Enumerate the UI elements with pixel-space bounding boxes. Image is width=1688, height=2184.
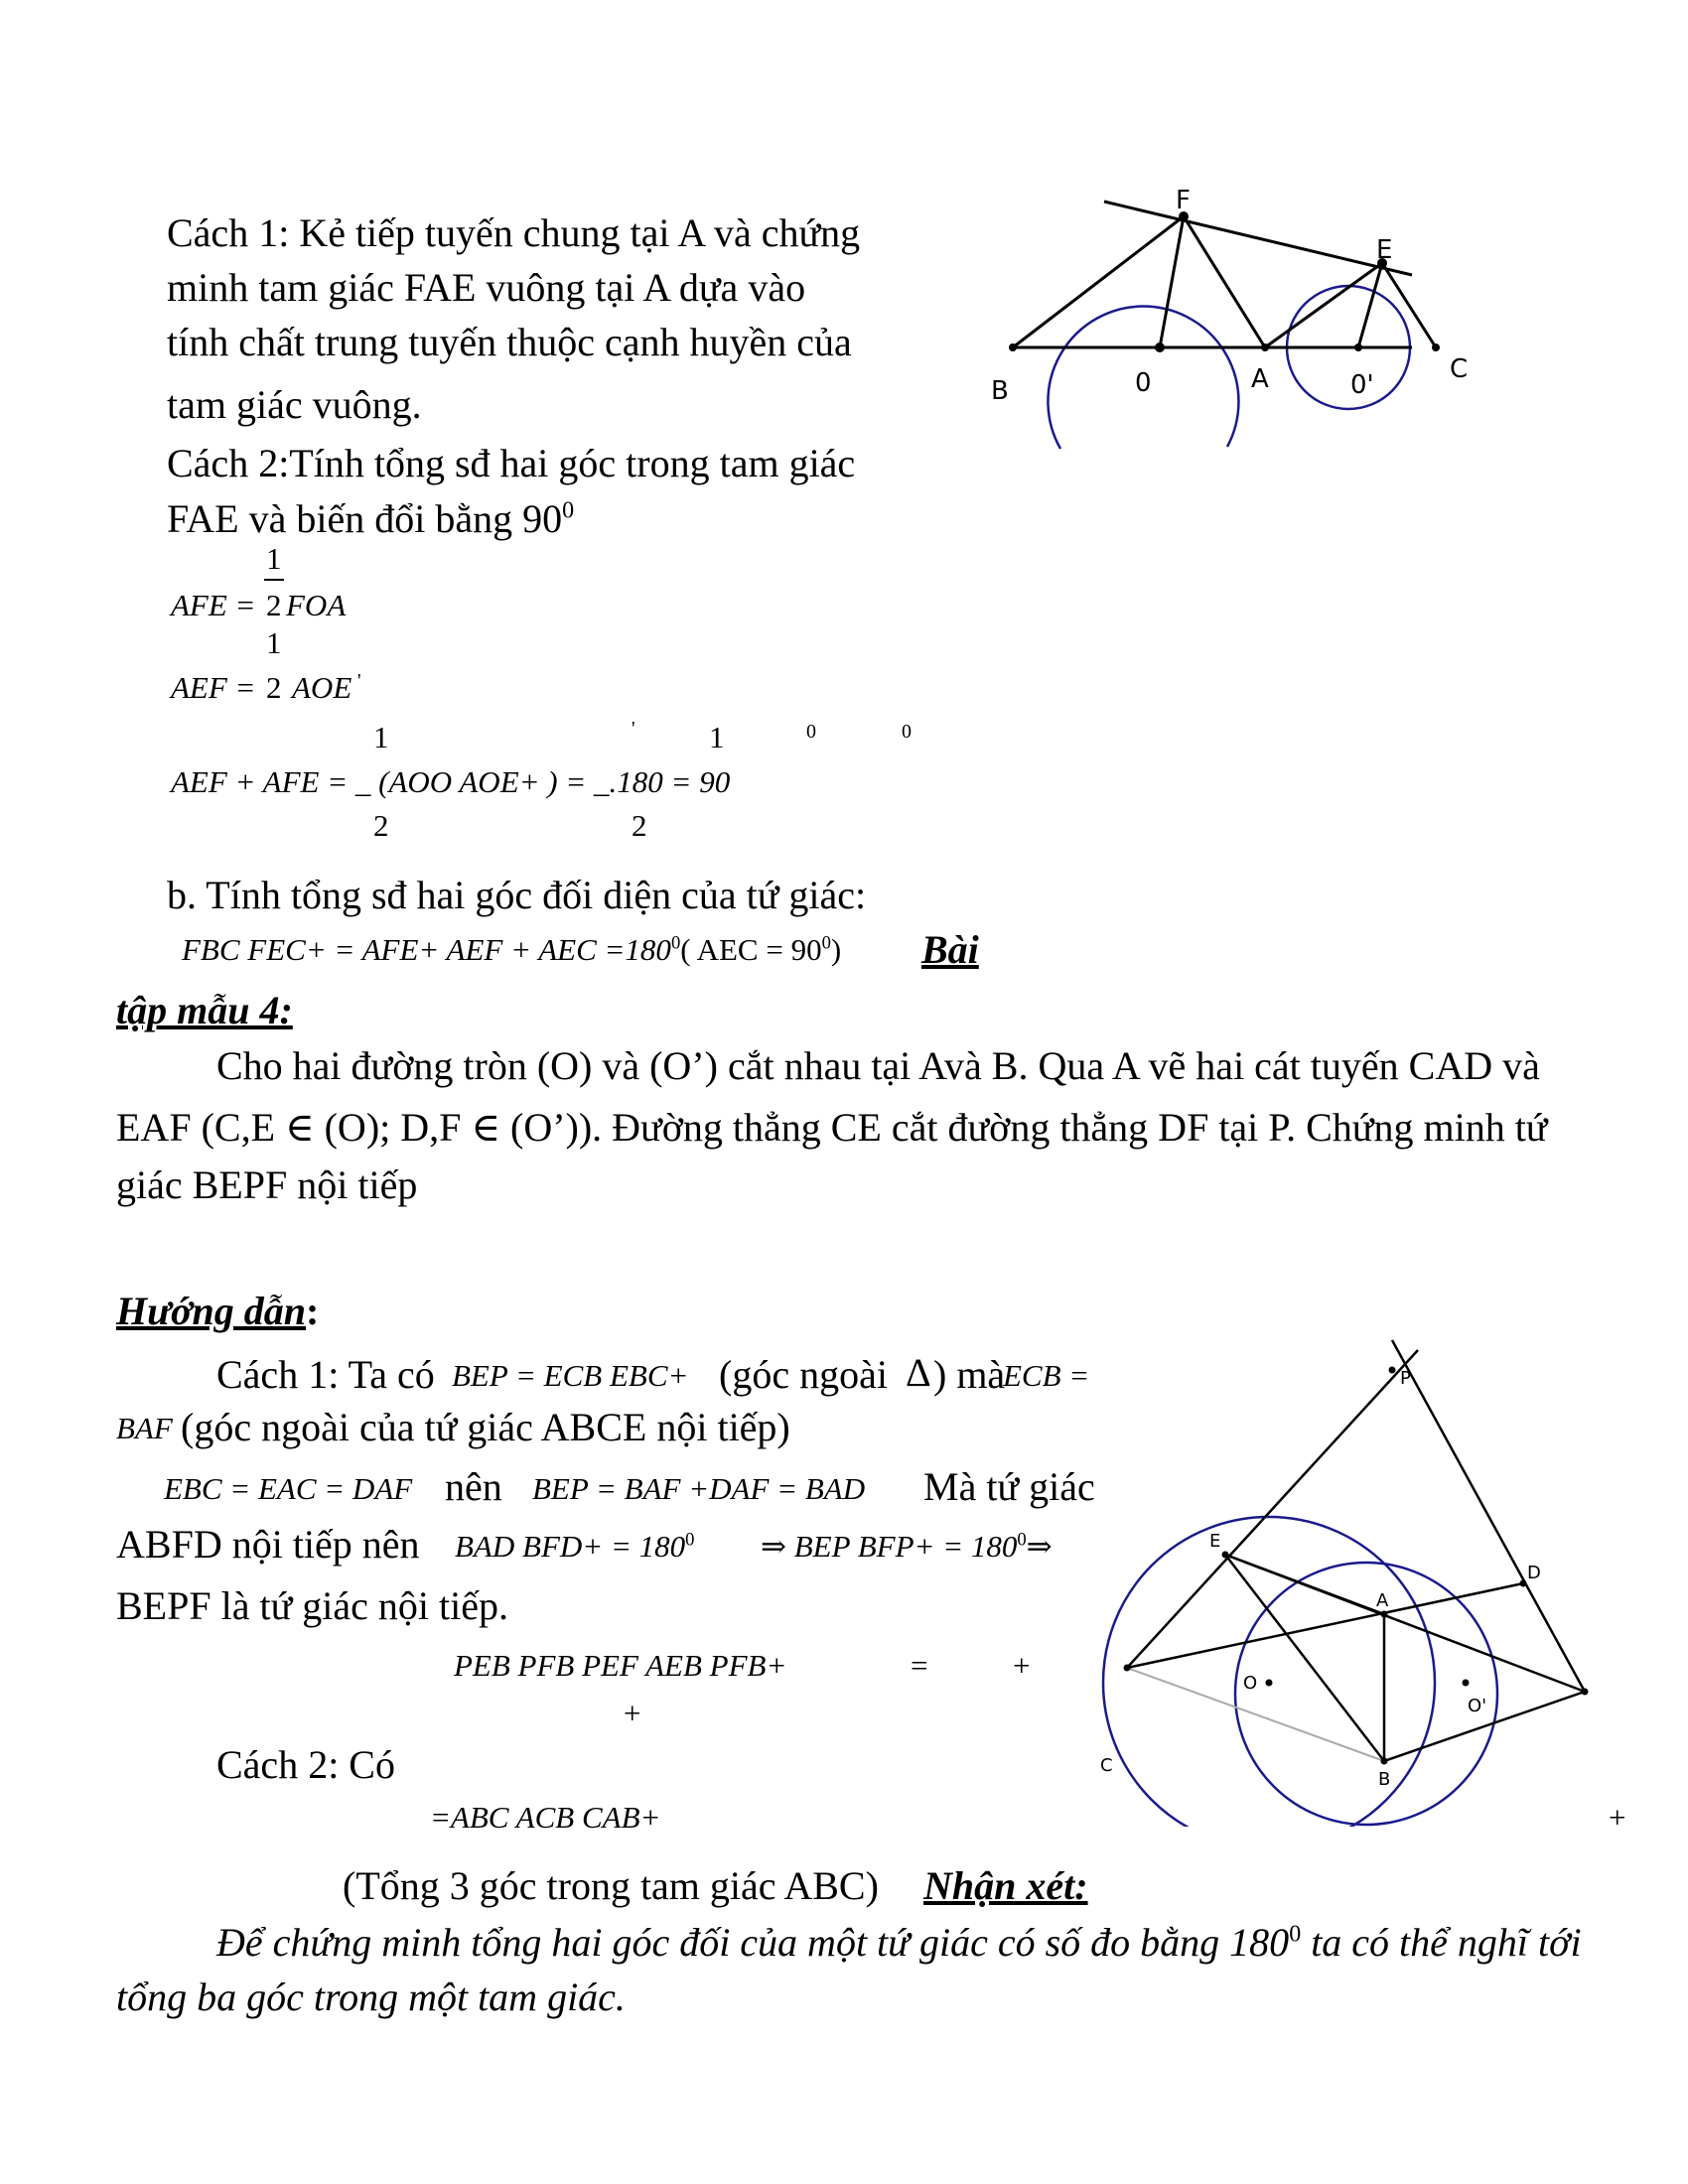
guide-c2-baf: BAF [116, 1411, 173, 1445]
guide-c1-paren: (góc ngoài [719, 1352, 888, 1397]
guide-c3-text: Mà tứ giác [923, 1464, 1095, 1509]
guide-c9-eq: =ABC ACB CAB+ [430, 1800, 661, 1835]
label-f: F [1176, 186, 1191, 215]
label-b: B [1378, 1769, 1391, 1790]
guide-c1-ecb: ECB = [1003, 1358, 1090, 1393]
label-e: E [1209, 1531, 1221, 1552]
label-o: O [1243, 1673, 1258, 1694]
guide-c5: BEPF là tứ giác nội tiếp. [116, 1583, 508, 1628]
label-e: E [1376, 235, 1393, 265]
eq2-prime: ' [357, 670, 361, 692]
part-b-line-1: b. Tính tổng sđ hai góc đối diện của tứ giác: [167, 873, 867, 917]
method1-line-3: tính chất trung tuyến thuộc cạnh huyền của [167, 320, 852, 364]
eq3-deg-1: 0 [806, 721, 816, 743]
circle-o-prime [1235, 1563, 1497, 1825]
exercise-line-2: EAF (C,E ∈ (O); D,F ∈ (O’)). Đường thẳng CE cắt đường thẳng DF tại P. Chứng minh tứ [116, 1105, 1548, 1150]
eq3-frac-num-2: 1 [709, 720, 725, 754]
eq1-frac-bar [264, 579, 284, 581]
eq3-deg-2: 0 [902, 721, 912, 743]
figure-tangent-circles [983, 179, 1479, 462]
guide-c1-ma: ) mà [933, 1352, 1006, 1397]
guide-c6-eq: PEB PFB PEF AEB PFB+ [454, 1648, 787, 1683]
note-line-1: Để chứng minh tổng hai góc đối của một tứ giác có số đo bằng $180^0$ ta có thể nghĩ tới [216, 1920, 1582, 1965]
method1-line-2: minh tam giác FAE vuông tại A dựa vào [167, 265, 806, 310]
label-a: A [1251, 364, 1269, 394]
note-line-2: tổng ba góc trong một tam giác. [116, 1975, 626, 2019]
label-a: A [1376, 1590, 1389, 1611]
eq1-rhs: FOA [286, 588, 347, 622]
guide-c3-eq1: EBC = EAC = DAF [164, 1471, 413, 1506]
label-p: P [1400, 1368, 1411, 1389]
figure2-lines [1127, 1340, 1585, 1761]
guide-c4-eq1: BAD $BFD+ = 180^0$ [455, 1529, 695, 1564]
label-c: C [1100, 1755, 1113, 1776]
guide-nhan-xet: Nhận xét: [923, 1863, 1088, 1908]
label-d: D [1527, 1563, 1541, 1583]
method2-line-2: FAE và biến đổi bằng $90^0$ [167, 496, 575, 541]
guide-c2-text: (góc ngoài của tứ giác ABCE nội tiếp) [181, 1405, 790, 1449]
guide-c6-plus: + [1013, 1648, 1031, 1683]
eq2-lhs: AEF = [171, 670, 256, 705]
exercise-line-3: giác BEPF nội tiếp [116, 1162, 418, 1207]
eq3-prime: ' [632, 718, 635, 740]
figure1-circles [1048, 286, 1410, 449]
guide-c3-nen: nên [445, 1464, 502, 1509]
label-c: C [1450, 354, 1469, 384]
eq3-main: AEF + AFE = _ (AOO AOE+ ) = _.180 = 90 [171, 764, 731, 799]
eq3-frac-den-2: 2 [632, 808, 647, 843]
triangle-symbol: Δ [906, 1350, 931, 1395]
guide-c8: Cách 2: Có [216, 1742, 395, 1787]
part-b-line-2: FBC FEC+ = AFE+ AEF + AEC $=180^0$( AEC = $90^0$) [182, 932, 842, 967]
eq1-frac-den: 2 [266, 588, 282, 622]
label-o: 0 [1135, 368, 1152, 398]
eq2-rhs: AOE [292, 670, 352, 705]
figure2-circles [1103, 1517, 1497, 1827]
figure1-lines [1013, 202, 1436, 347]
eq1-frac-num: 1 [266, 541, 282, 576]
heading-tap-mau-4: tập mẫu 4: [116, 988, 293, 1032]
label-o-prime: O' [1468, 1696, 1487, 1716]
guide-c1-eq: BEP = ECB EBC+ [452, 1358, 689, 1393]
method1-line-4: tam giác vuông. [167, 382, 422, 427]
guide-c1-text: Cách 1: Ta có [216, 1352, 435, 1397]
eq3-frac-den-1: 2 [373, 808, 389, 843]
guide-c10-text: (Tổng 3 góc trong tam giác ABC) [343, 1863, 879, 1908]
guide-heading: Hướng dẫn: [116, 1289, 320, 1333]
guide-c7-plus: + [624, 1696, 641, 1730]
guide-c4-text: ABFD nội tiếp nên [116, 1522, 420, 1567]
label-o-prime: 0' [1350, 370, 1374, 400]
figure-intersecting-circles [1092, 1330, 1609, 1827]
eq2-frac-den: 2 [266, 670, 282, 705]
eq3-frac-num-1: 1 [373, 720, 389, 754]
guide-c3-eq2: BEP = BAF +DAF = BAD [532, 1471, 866, 1506]
eq2-frac-num: 1 [266, 625, 282, 660]
guide-c4-eq2: ⇒ BEP $BFP+ = 180^0\Rightarrow$ [761, 1529, 1053, 1564]
exercise-line-1: Cho hai đường tròn (O) và (O’) cắt nhau tại Avà B. Qua A vẽ hai cát tuyến CAD và [216, 1043, 1540, 1088]
method2-line-1: Cách 2:Tính tổng sđ hai góc trong tam giác [167, 441, 856, 485]
heading-bai: Bài [921, 927, 979, 972]
figure2-points [1124, 1367, 1589, 1765]
guide-c6-equals: = [911, 1648, 928, 1683]
guide-c9-plus: + [1609, 1800, 1626, 1835]
method1-line-1: Cách 1: Kẻ tiếp tuyến chung tại A và chứng [167, 210, 861, 255]
eq1-lhs: AFE = [171, 588, 256, 622]
label-b: B [991, 376, 1009, 406]
